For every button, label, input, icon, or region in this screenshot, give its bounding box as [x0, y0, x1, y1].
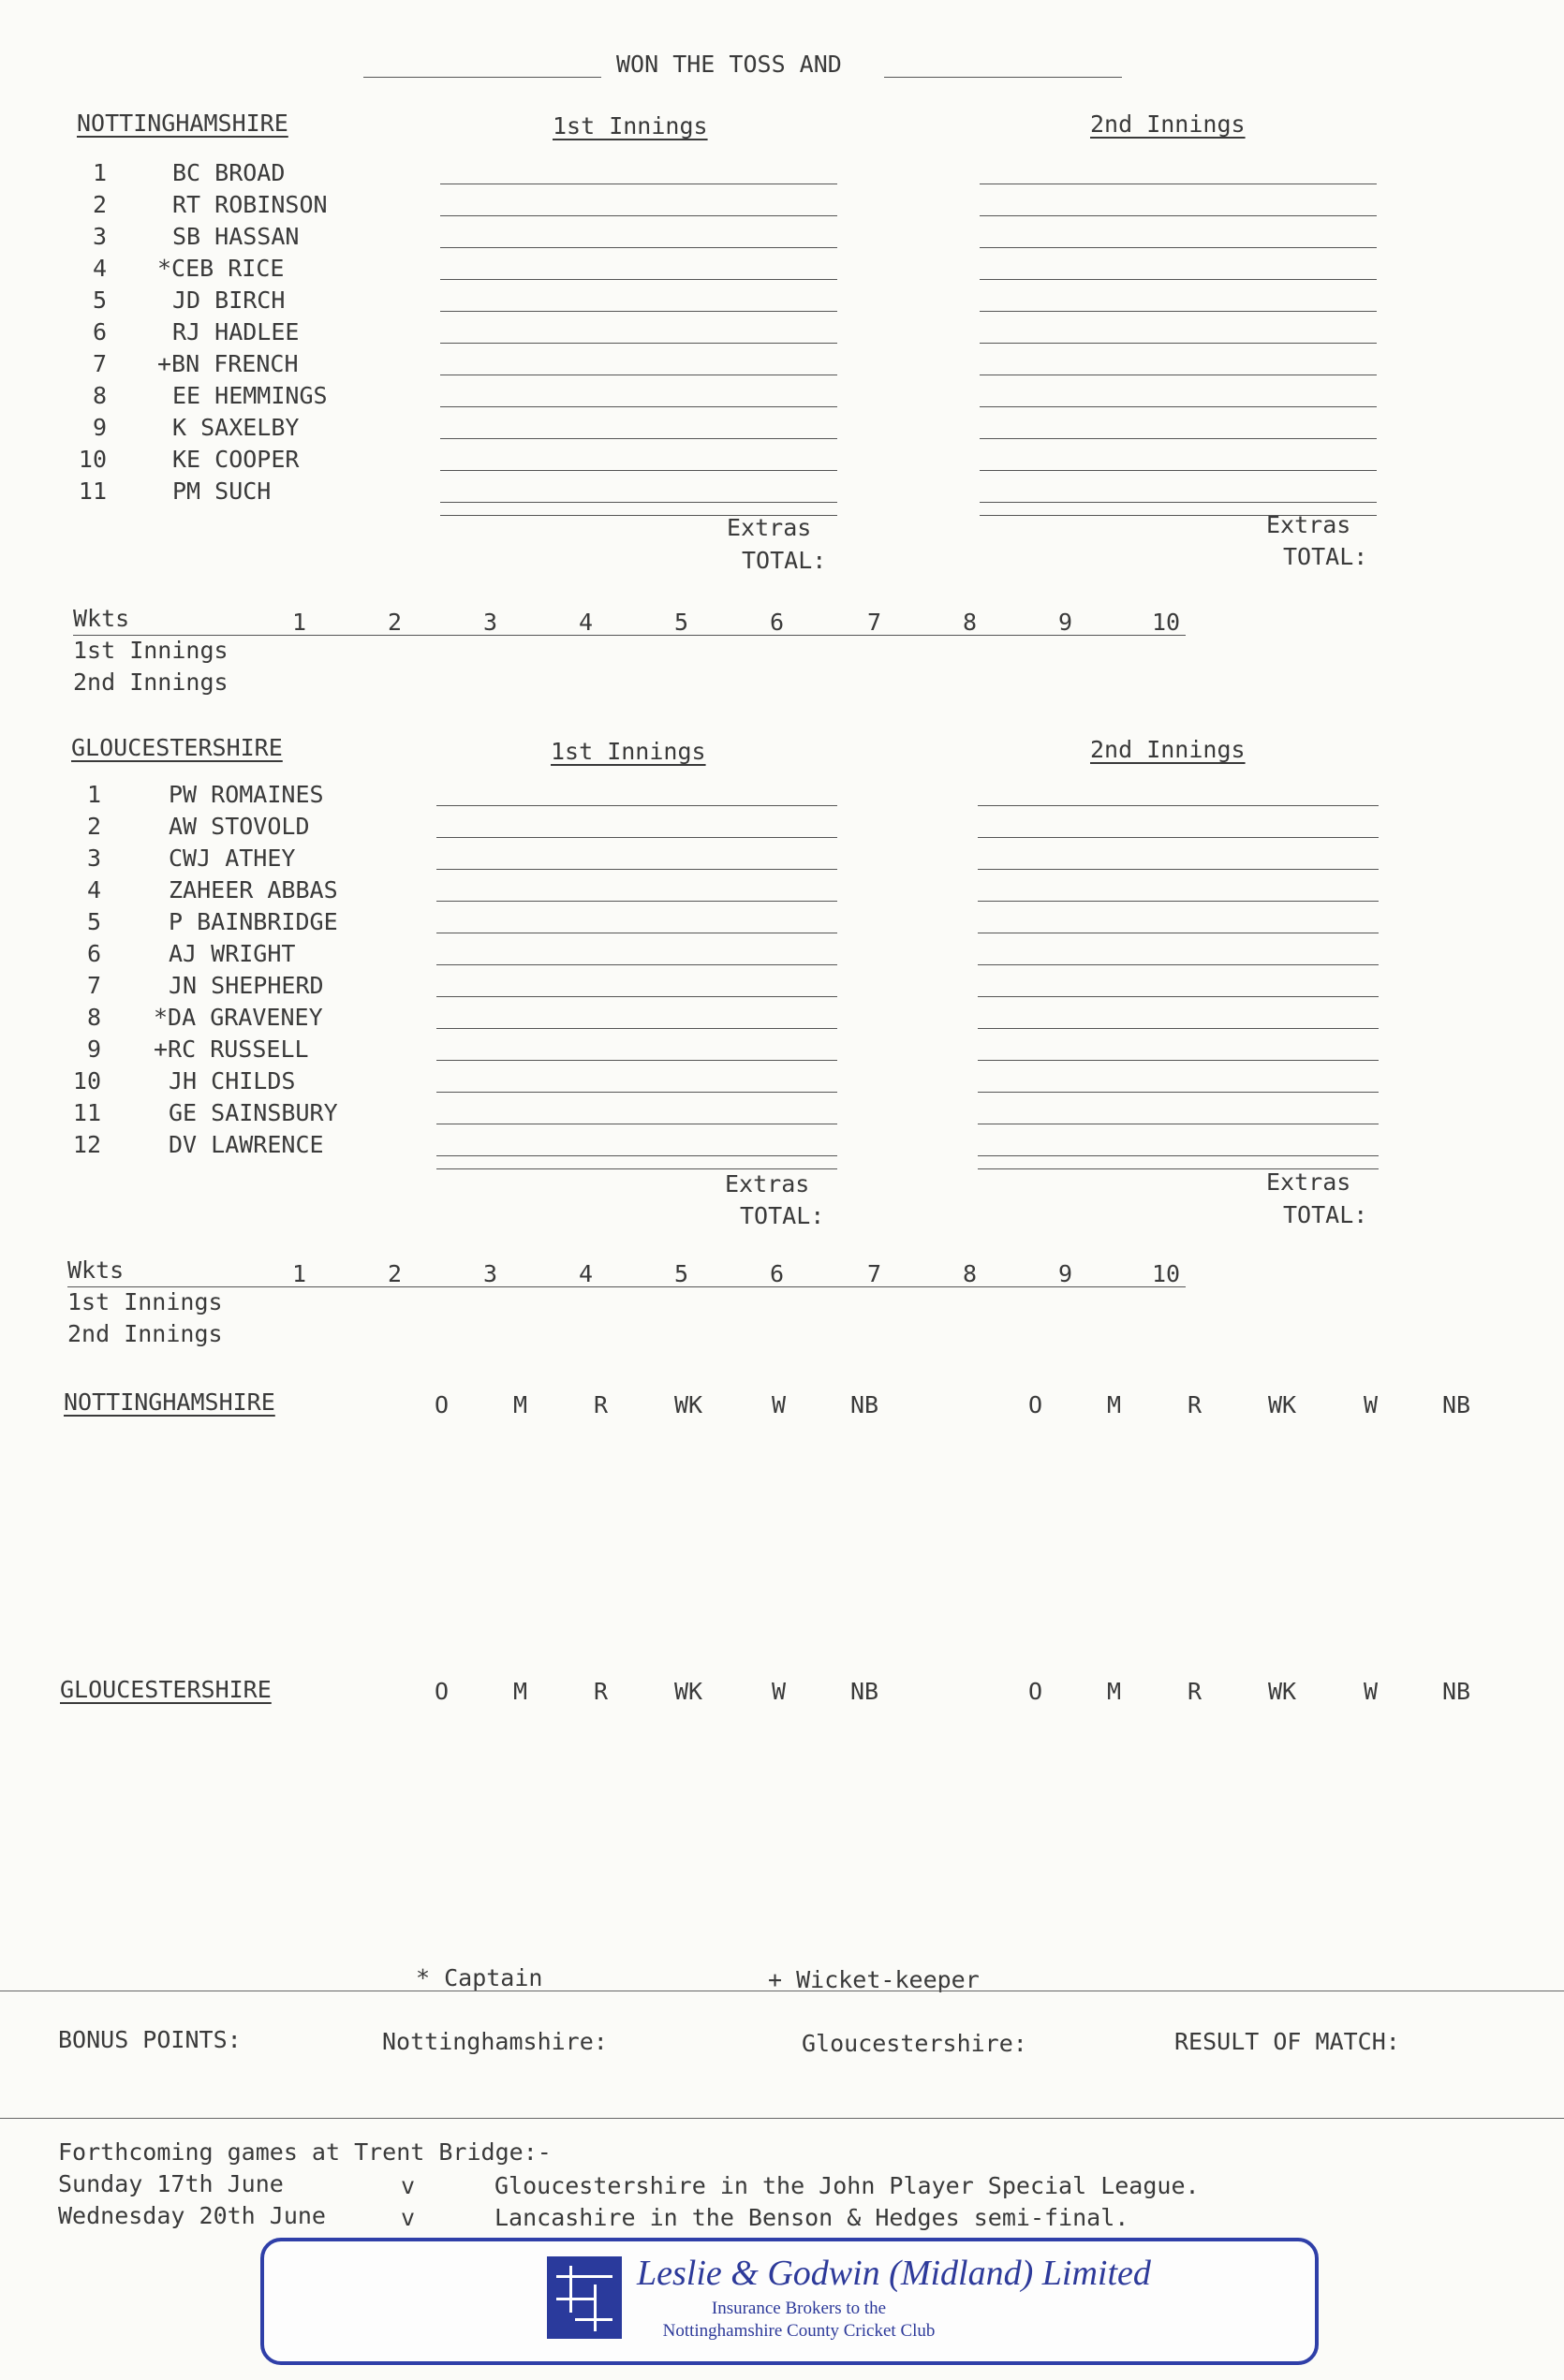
team1-extras-2: Extras	[1266, 511, 1351, 538]
team2-player-name: P BAINBRIDGE	[169, 908, 338, 935]
bowling-column-wk: WK	[1268, 1391, 1297, 1418]
sponsor-logo-icon	[547, 2256, 622, 2339]
wickets-rule	[73, 635, 1186, 636]
team1-first-innings-line[interactable]	[440, 311, 837, 312]
bowling-column-r: R	[1188, 1391, 1203, 1418]
team2-second-innings-line[interactable]	[978, 1092, 1379, 1093]
bowling-column-w: W	[772, 1678, 787, 1705]
result-label: RESULT OF MATCH:	[1174, 2028, 1400, 2055]
team2-second-innings-line[interactable]	[978, 869, 1379, 870]
bowling-column-m: M	[513, 1678, 528, 1705]
wicket-number: 1	[292, 1260, 307, 1287]
team1-player-name: *CEB RICE	[157, 255, 285, 282]
divider-bottom	[0, 2118, 1564, 2119]
team2-first-innings-line[interactable]	[436, 869, 837, 870]
wickets-label: Wkts	[73, 605, 130, 632]
team1-first-innings-line[interactable]	[440, 247, 837, 248]
wickets-innings-row: 2nd Innings	[73, 668, 229, 696]
sponsor-box	[260, 2238, 1319, 2365]
team2-second-innings-line[interactable]	[978, 1060, 1379, 1061]
bowling-column-nb: NB	[1442, 1678, 1471, 1705]
team2-player-name: AJ WRIGHT	[169, 940, 296, 967]
team1-player-name: SB HASSAN	[172, 223, 300, 250]
team2-first-innings-line[interactable]	[436, 1092, 837, 1093]
team1-player-number: 10	[78, 446, 107, 473]
team2-first-innings-heading: 1st Innings	[551, 738, 706, 765]
bonus-team2-label: Gloucestershire:	[802, 2030, 1027, 2057]
forthcoming-heading: Forthcoming games at Trent Bridge:-	[58, 2138, 552, 2166]
team2-first-innings-line[interactable]	[436, 1168, 837, 1169]
bowling-column-r: R	[594, 1678, 609, 1705]
wickets-innings-row: 1st Innings	[73, 637, 229, 664]
team2-second-innings-line[interactable]	[978, 805, 1379, 806]
wicket-number: 7	[867, 609, 882, 636]
team2-player-number: 3	[86, 845, 101, 872]
team2-player-name: AW STOVOLD	[169, 813, 310, 840]
team2-second-innings-line[interactable]	[978, 964, 1379, 965]
team2-first-innings-line[interactable]	[436, 964, 837, 965]
team2-second-innings-line[interactable]	[978, 1028, 1379, 1029]
team1-total-2: TOTAL:	[1283, 543, 1368, 570]
team1-player-number: 6	[92, 318, 107, 345]
team2-player-number: 2	[86, 813, 101, 840]
team2-first-innings-line[interactable]	[436, 1155, 837, 1156]
wicketkeeper-key: + Wicket-keeper	[768, 1966, 980, 1993]
team2-player-number: 6	[86, 940, 101, 967]
team2-player-number: 7	[86, 972, 101, 999]
bowling-column-nb: NB	[850, 1678, 879, 1705]
bowling-column-r: R	[594, 1391, 609, 1418]
team2-second-innings-line[interactable]	[978, 1155, 1379, 1156]
game1-v: v	[401, 2172, 416, 2199]
team1-second-innings-line[interactable]	[980, 470, 1377, 471]
team1-player-name: PM SUCH	[172, 477, 272, 505]
team2-second-innings-line[interactable]	[978, 901, 1379, 902]
team2-extras-1: Extras	[725, 1170, 810, 1197]
wickets-rule	[67, 1286, 1186, 1287]
team1-first-innings-line[interactable]	[440, 279, 837, 280]
team1-second-innings-line[interactable]	[980, 406, 1377, 407]
team1-second-innings-line[interactable]	[980, 279, 1377, 280]
team1-first-innings-line[interactable]	[440, 502, 837, 503]
bowling-column-o: O	[1028, 1391, 1043, 1418]
team2-player-name: PW ROMAINES	[169, 781, 324, 808]
bonus-points-label: BONUS POINTS:	[58, 2026, 242, 2053]
team1-second-innings-line[interactable]	[980, 343, 1377, 344]
team2-first-innings-line[interactable]	[436, 1028, 837, 1029]
team1-player-number: 1	[92, 159, 107, 186]
wicket-number: 8	[963, 609, 978, 636]
team2-first-innings-line[interactable]	[436, 901, 837, 902]
wicket-number: 3	[483, 609, 498, 636]
team2-player-name: DV LAWRENCE	[169, 1131, 324, 1158]
bowling-column-nb: NB	[850, 1391, 879, 1418]
team2-player-name: +RC RUSSELL	[154, 1036, 309, 1063]
team2-title: GLOUCESTERSHIRE	[71, 734, 283, 761]
team1-total-1: TOTAL:	[742, 547, 827, 574]
wickets-innings-row: 1st Innings	[67, 1288, 223, 1315]
team1-second-innings-line[interactable]	[980, 502, 1377, 503]
team1-player-number: 8	[92, 382, 107, 409]
team1-player-number: 4	[92, 255, 107, 282]
game1-date: Sunday 17th June	[58, 2170, 284, 2197]
team2-player-number: 12	[72, 1131, 101, 1158]
team1-player-number: 9	[92, 414, 107, 441]
team1-second-innings-heading: 2nd Innings	[1090, 110, 1246, 138]
sponsor-tagline	[637, 2298, 961, 2343]
wicket-number: 8	[963, 1260, 978, 1287]
bowling-column-wk: WK	[674, 1391, 703, 1418]
toss-blank-left[interactable]	[363, 77, 601, 78]
wicket-number: 4	[579, 1260, 594, 1287]
team1-second-innings-line[interactable]	[980, 438, 1377, 439]
team2-player-name: JH CHILDS	[169, 1067, 296, 1095]
team2-player-number: 11	[72, 1099, 101, 1126]
team1-player-number: 2	[92, 191, 107, 218]
team1-player-number: 7	[92, 350, 107, 377]
team1-first-innings-heading: 1st Innings	[553, 112, 708, 140]
team1-extras-1: Extras	[727, 514, 812, 541]
team2-player-number: 8	[86, 1004, 101, 1031]
team2-player-number: 5	[86, 908, 101, 935]
team1-player-name: RT ROBINSON	[172, 191, 328, 218]
sponsor-line1: Insurance Brokers to the	[711, 2299, 887, 2318]
team2-player-number: 10	[72, 1067, 101, 1095]
bowling-team2-title: GLOUCESTERSHIRE	[60, 1676, 272, 1703]
wicket-number: 1	[292, 609, 307, 636]
team2-extras-2: Extras	[1266, 1168, 1351, 1196]
game2-v: v	[401, 2204, 416, 2231]
team2-player-name: CWJ ATHEY	[169, 845, 296, 872]
team2-first-innings-line[interactable]	[436, 805, 837, 806]
bowling-column-o: O	[435, 1391, 450, 1418]
wicket-number: 6	[770, 1260, 785, 1287]
sponsor-name: Leslie & Godwin (Midland) Limited	[637, 2254, 1151, 2293]
bowling-column-r: R	[1188, 1678, 1203, 1705]
game2-date: Wednesday 20th June	[58, 2202, 326, 2229]
bowling-column-m: M	[1107, 1391, 1122, 1418]
team1-first-innings-line[interactable]	[440, 438, 837, 439]
bowling-column-o: O	[1028, 1678, 1043, 1705]
bowling-column-m: M	[513, 1391, 528, 1418]
team2-player-number: 9	[86, 1036, 101, 1063]
team1-title: NOTTINGHAMSHIRE	[77, 110, 288, 137]
bonus-team1-label: Nottinghamshire:	[382, 2028, 608, 2055]
team1-first-innings-line[interactable]	[440, 470, 837, 471]
wicket-number: 6	[770, 609, 785, 636]
team2-second-innings-line[interactable]	[978, 837, 1379, 838]
bowling-team1-title: NOTTINGHAMSHIRE	[64, 1388, 275, 1416]
team2-total-2: TOTAL:	[1283, 1201, 1368, 1228]
bowling-column-w: W	[1364, 1678, 1379, 1705]
team1-player-name: RJ HADLEE	[172, 318, 300, 345]
wicket-number: 2	[388, 609, 403, 636]
bowling-column-m: M	[1107, 1678, 1122, 1705]
team2-player-name: *DA GRAVENEY	[154, 1004, 323, 1031]
wicket-number: 5	[674, 1260, 689, 1287]
wicket-number: 7	[867, 1260, 882, 1287]
sponsor-line2: Nottinghamshire County Cricket Club	[662, 2321, 936, 2341]
team1-player-name: +BN FRENCH	[157, 350, 299, 377]
bowling-column-wk: WK	[674, 1678, 703, 1705]
team1-first-innings-line[interactable]	[440, 343, 837, 344]
team2-player-name: GE SAINSBURY	[169, 1099, 338, 1126]
wicket-number: 4	[579, 609, 594, 636]
team1-second-innings-line[interactable]	[980, 247, 1377, 248]
team2-first-innings-line[interactable]	[436, 996, 837, 997]
bowling-column-wk: WK	[1268, 1678, 1297, 1705]
game2-desc: Lancashire in the Benson & Hedges semi-final.	[494, 2204, 1129, 2231]
toss-text: WON THE TOSS AND	[616, 51, 842, 78]
wickets-label: Wkts	[67, 1256, 125, 1284]
team1-first-innings-line[interactable]	[440, 406, 837, 407]
wickets-innings-row: 2nd Innings	[67, 1320, 223, 1347]
wicket-number: 10	[1152, 1260, 1181, 1287]
team2-first-innings-line[interactable]	[436, 837, 837, 838]
team1-player-name: EE HEMMINGS	[172, 382, 328, 409]
team1-player-name: BC BROAD	[172, 159, 286, 186]
team1-player-number: 5	[92, 286, 107, 314]
wicket-number: 3	[483, 1260, 498, 1287]
wicket-number: 9	[1058, 1260, 1073, 1287]
team1-player-number: 3	[92, 223, 107, 250]
team2-first-innings-line[interactable]	[436, 1060, 837, 1061]
team1-second-innings-line[interactable]	[980, 311, 1377, 312]
team2-player-name: JN SHEPHERD	[169, 972, 324, 999]
team2-second-innings-line[interactable]	[978, 996, 1379, 997]
bowling-column-w: W	[1364, 1391, 1379, 1418]
team2-second-innings-heading: 2nd Innings	[1090, 736, 1246, 763]
team1-player-name: K SAXELBY	[172, 414, 300, 441]
wicket-number: 5	[674, 609, 689, 636]
team1-first-innings-line[interactable]	[440, 215, 837, 216]
team1-player-name: KE COOPER	[172, 446, 300, 473]
wicket-number: 10	[1152, 609, 1181, 636]
team2-player-number: 1	[86, 781, 101, 808]
toss-blank-right[interactable]	[884, 77, 1122, 78]
bowling-column-o: O	[435, 1678, 450, 1705]
captain-key: * Captain	[416, 1964, 543, 1991]
team2-player-number: 4	[86, 876, 101, 904]
bowling-column-nb: NB	[1442, 1391, 1471, 1418]
wicket-number: 9	[1058, 609, 1073, 636]
team2-player-name: ZAHEER ABBAS	[169, 876, 338, 904]
bowling-column-w: W	[772, 1391, 787, 1418]
team2-total-1: TOTAL:	[740, 1202, 825, 1229]
wicket-number: 2	[388, 1260, 403, 1287]
team1-player-name: JD BIRCH	[172, 286, 286, 314]
team1-player-number: 11	[78, 477, 107, 505]
game1-desc: Gloucestershire in the John Player Special League.	[494, 2172, 1200, 2199]
team1-second-innings-line[interactable]	[980, 215, 1377, 216]
